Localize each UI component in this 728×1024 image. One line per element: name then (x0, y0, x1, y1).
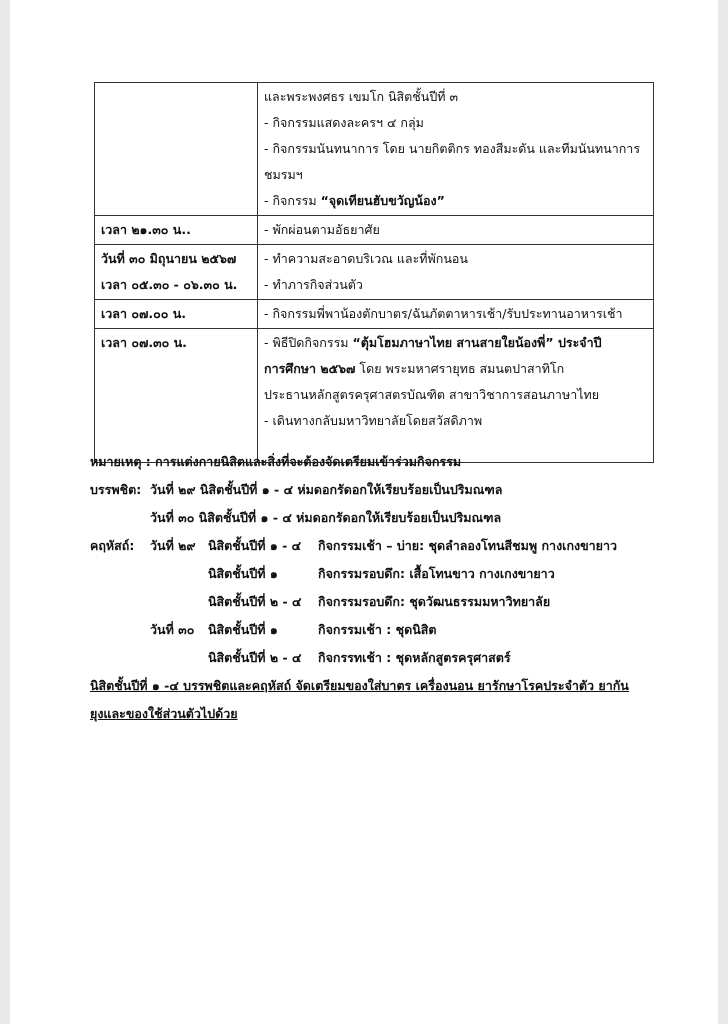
year-label: นิสิตชั้นปีที่ ๑ (208, 622, 278, 637)
dress-rule: กิจกรรมรอบดึก: ชุดวัฒนธรรมมหาวิทยาลัย (318, 594, 551, 609)
time-label: เวลา ๐๗.๐๐ น. (101, 306, 187, 321)
year-label: นิสิตชั้นปีที่ ๑ (208, 566, 278, 581)
activity-highlight: การศึกษา ๒๕๖๗ (264, 361, 356, 376)
lay-dress-row (90, 588, 690, 616)
date-label: วันที่ ๓๐ มิถุนายน ๒๕๖๗ (101, 251, 237, 266)
lay-dress-row (90, 616, 690, 644)
time-cell (95, 245, 258, 300)
activity-line: - กิจกรรมแสดงละครฯ ๔ กลุ่ม (264, 115, 424, 130)
activity-line (264, 188, 647, 214)
schedule-row (95, 329, 654, 463)
activity-prefix: - กิจกรรม (264, 193, 321, 208)
time-cell (95, 216, 258, 245)
document-page (10, 0, 718, 1024)
activity-line: - พักผ่อนตามอัธยาศัย (264, 222, 380, 237)
notes-section (90, 448, 690, 728)
schedule-row (95, 300, 654, 329)
dress-rule: กิจกรรมเช้า : ชุดนิสิต (318, 622, 437, 637)
activity-highlight: “จุดเทียนฮับขวัญน้อง” (320, 193, 445, 208)
notes-heading (90, 448, 690, 476)
monk-rule: วันที่ ๒๙ นิสิตชั้นปีที่ ๑ - ๔ ห่มดอกรัดอกให้เรียบร้อยเป็นปริมณฑล (150, 482, 503, 497)
time-cell (95, 329, 258, 463)
schedule-table (94, 82, 654, 463)
activity-highlight: “ตุ้มโฮมภาษาไทย สานสายใยน้องพี่” ประจำปี (352, 335, 602, 350)
activity-line: ประธานหลักสูตรครุศาสตรบัณฑิต สาขาวิชาการสอนภาษาไทย (264, 387, 600, 402)
schedule-row (95, 216, 654, 245)
dress-rule: กิจกรรทเช้า : ชุดหลักสูตรครุศาสตร์ (318, 650, 511, 665)
notes-heading-text: หมายเหตุ : การแต่งกายนิสิตและสิ่งที่จะต้องจัดเตรียมเข้าร่วมกิจกรรม (90, 454, 462, 469)
activity-cell (258, 300, 654, 329)
activity-line (264, 356, 647, 382)
year-label: นิสิตชั้นปีที่ ๒ - ๔ (208, 594, 302, 609)
monk-dress-row (90, 476, 690, 504)
lay-dress-row (90, 560, 690, 588)
monk-dress-row (90, 504, 690, 532)
monk-label: บรรพชิต: (90, 482, 142, 497)
day-label: วันที่ ๓๐ (150, 622, 195, 637)
schedule-row (95, 245, 654, 300)
time-label: เวลา ๐๕.๓๐ - ๐๖.๓๐ น. (101, 277, 238, 292)
preparation-note (90, 672, 690, 728)
activity-cell (258, 216, 654, 245)
year-label: นิสิตชั้นปีที่ ๒ - ๔ (208, 650, 302, 665)
activity-line: - กิจกรรมนันทนาการ โดย นายกิตติกร ทองสีมะดัน และทีมนันทนาการ (264, 141, 641, 156)
time-cell (95, 300, 258, 329)
activity-line: และพระพงศธร เขมโก นิสิตชั้นปีที่ ๓ (264, 89, 459, 104)
lay-dress-row (90, 644, 690, 672)
activity-line: - กิจกรรมพี่พาน้องตักบาตร/ฉันภัตตาหารเช้า/รับประทานอาหารเช้า (264, 306, 623, 321)
activity-line: ชมรมฯ (264, 167, 303, 182)
schedule-row (95, 83, 654, 216)
time-label: เวลา ๒๑.๓๐ น.. (101, 222, 191, 237)
activity-line: - ทำความสะอาดบริเวณ และที่พักนอน (264, 251, 468, 266)
lay-dress-row (90, 532, 690, 560)
year-label: นิสิตชั้นปีที่ ๑ - ๔ (208, 538, 302, 553)
preparation-note-line: นิสิตชั้นปีที่ ๑ -๔ บรรพชิตและคฤหัสถ์ จัดเตรียมของใส่บาตร เครื่องนอน ยารักษาโรคประจำตัว ยากัน (90, 678, 629, 693)
activity-cell (258, 83, 654, 216)
monk-rule: วันที่ ๓๐ นิสิตชั้นปีที่ ๑ - ๔ ห่มดอกรัดอกให้เรียบร้อยเป็นปริมณฑล (150, 510, 502, 525)
activity-line (264, 330, 647, 356)
lay-label: คฤหัสถ์: (90, 538, 135, 553)
dress-rule: กิจกรรมเช้า – บ่าย: ชุดลำลองโทนสีชมพู กางเกงขายาว (318, 538, 618, 553)
time-cell (95, 83, 258, 216)
activity-line: - ทำภารกิจส่วนตัว (264, 277, 363, 292)
time-label: เวลา ๐๗.๓๐ น. (101, 335, 187, 350)
activity-cell (258, 329, 654, 463)
dress-rule: กิจกรรมรอบดึก: เสื้อโทนขาว กางเกงขายาว (318, 566, 555, 581)
activity-line: - เดินทางกลับมหาวิทยาลัยโดยสวัสดิภาพ (264, 413, 483, 428)
activity-suffix: โดย พระมหาศรายุทธ สมนตปาสาทิโก (355, 361, 565, 376)
activity-cell (258, 245, 654, 300)
activity-prefix: - พิธีปิดกิจกรรม (264, 335, 353, 350)
day-label: วันที่ ๒๙ (150, 538, 196, 553)
preparation-note-line: ยุงและของใช้ส่วนตัวไปด้วย (90, 706, 238, 721)
